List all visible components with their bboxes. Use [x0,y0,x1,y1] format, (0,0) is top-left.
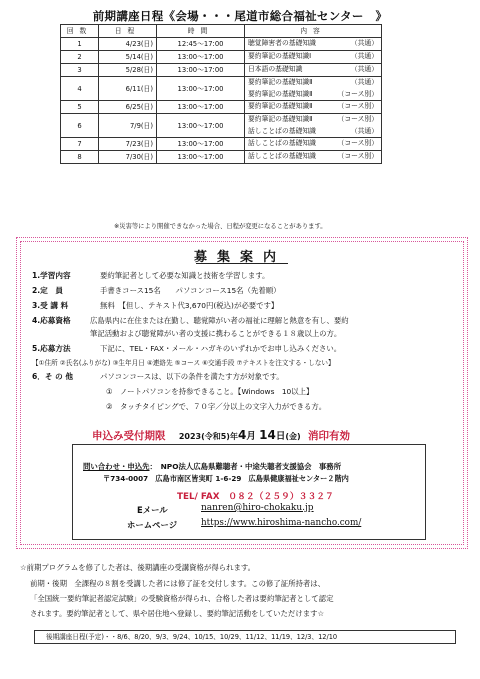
cell-time: 13:00～17:00 [157,151,245,164]
table-row [61,101,382,114]
cell-number: 1 [61,38,99,51]
program-line-1: ☆前期プログラムを修了した者は、後期講座の受講資格が得られます。 [20,563,256,572]
cell-number: 6 [61,114,99,138]
method-text-2: 【①住所 ②氏名(ふりがな) ③生年月日 ④連絡先 ⑤コース ⑥交通手段 ⑦テキストを注文する・しない】 [32,359,335,367]
cell-content [245,77,382,101]
fee-text: 無料 【但し、テキスト代3,670円(税込)が必要です】 [100,301,279,310]
future-schedule: 後期講座日程(予定)・・8/6、8/20、9/3、9/24、10/15、10/29、11/12、11/19、12/3、12/10 [34,630,456,644]
cell-number: 3 [61,64,99,77]
cell-date: 6/25(日) [99,101,157,114]
email-link[interactable]: nanren@hiro-chokaku.jp [201,503,314,513]
col-header: 回数 [61,25,99,38]
content-text: 要約筆記の基礎知識Ⅱ [248,78,313,86]
qualify-text-1: 広島県内に在住または在勤し、聴覚障がい者の福祉に理解と熱意を有し、要約 [90,316,349,325]
other-label: 6．そ の 他 [32,372,73,381]
contact-telfax: TEL/ FAX ０８２（２５９）３３２７ [177,492,334,502]
table-row [61,77,382,101]
content-text: 聴覚障害者の基礎知識 [248,39,316,48]
deadline-day: 14 [259,428,276,442]
qualify-text-2: 筆記活動および聴覚障がい者の支援に携わることができる１８歳以上の方。 [90,329,342,338]
content-line [248,151,378,163]
content-line [248,126,378,138]
content-text: 要約筆記の基礎知識Ⅱ [248,89,313,98]
content-tag: （共通） [350,65,378,74]
content-tag: （コース別） [337,89,378,98]
program-line-2: 前期・後期 全課程の８割を受講した者には修了証を交付します。この修了証所持者は、 [30,579,326,588]
cell-time: 13:00～17:00 [157,64,245,77]
table-row [61,38,382,51]
program-line-3: 「全国統一要約筆記者認定試験」の受験資格が得られ、合格した者は要約筆記者として認定 [30,594,334,603]
contact-address: 〒734-0007 広島市南区皆実町 1-6-29 広島県健康福祉センター２階内 [103,474,349,483]
schedule-table [60,24,382,164]
cell-number: 4 [61,77,99,101]
heading-underline [196,263,288,264]
deadline-month: 4 [237,428,247,442]
fee-label: 3.受 講 料 [32,301,69,310]
table-row [61,64,382,77]
cell-time: 13:00～17:00 [157,51,245,64]
cell-content [245,38,382,51]
cell-content [245,101,382,114]
deadline-label: 申込み受付期限 [92,430,166,442]
cell-date: 7/30(日) [99,151,157,164]
content-text: 話しことばの基礎知識 [248,126,316,135]
content-line [248,101,378,113]
deadline-month-unit: 月 [246,431,256,442]
cell-date: 5/28(日) [99,64,157,77]
cell-time: 13:00～17:00 [157,138,245,151]
table-header-row [61,25,382,38]
cell-date: 7/23(日) [99,138,157,151]
email-label: Eメール [137,505,168,515]
content-line [248,89,378,101]
table-row [61,51,382,64]
content-line [248,38,378,50]
cell-date: 4/23(日) [99,38,157,51]
web-link[interactable]: https://www.hiroshima-nancho.com/ [201,518,362,528]
content-line [248,114,378,126]
method-label: 5.応募方法 [32,344,71,353]
method-text-1: 下記に、TEL・FAX・メール・ハガキのいずれかでお申し込みください。 [100,344,342,353]
table-row [61,151,382,164]
capacity-label: 2.定 員 [32,286,63,295]
qualify-label: 4.応募資格 [32,316,71,325]
table-row [61,114,382,138]
deadline [92,428,350,443]
content-tag: （コース別） [337,139,378,148]
other-text-3: ② タッチタイピングで、７０字／分以上の文字入力ができる方。 [106,402,327,411]
cell-number: 8 [61,151,99,164]
col-header: 内容 [245,25,382,38]
content-text: 話しことばの基礎知識 [248,152,316,161]
cell-date: 7/9(日) [99,114,157,138]
program-line-4: されます。要約筆記者として、県や居住地へ登録し、要約筆記活動をしていただけます☆ [30,609,325,618]
other-text-1: パソコンコースは、以下の条件を満たす方が対象です。 [100,372,284,381]
cell-number: 7 [61,138,99,151]
col-header: 日程 [99,25,157,38]
cell-number: 2 [61,51,99,64]
content-tag: （共通） [350,126,378,135]
disaster-note: ※災害等により開催できなかった場合、日程が変更になることがあります。 [114,223,327,230]
other-text-2: ① ノートパソコンを持参できること。【Windows 10以上】 [106,387,314,396]
capacity-text: 手書きコース15名 パソコンコース15名（先着順） [100,286,281,295]
content-text: 日本語の基礎知識 [248,65,303,74]
cell-content [245,151,382,164]
purpose-text: 要約筆記者として必要な知識と技術を学習します。 [100,271,270,280]
content-text: 要約筆記の基礎知識Ⅰ [248,52,312,61]
cell-content [245,64,382,77]
content-line [248,51,378,63]
contact-label: 問い合わせ・申込先 [83,462,150,471]
content-line [248,138,378,150]
cell-content [245,138,382,151]
deadline-weekday: (金) [285,432,301,441]
content-tag: （コース別） [337,152,378,161]
cell-time: 13:00～17:00 [157,77,245,101]
deadline-suffix: 消印有効 [308,430,350,442]
content-tag: （コース別） [337,115,378,123]
web-label: ホームページ [127,520,178,530]
contact-org: ： NPO法人広島県難聴者・中途失聴者支援協会 事務所 [149,462,342,471]
content-text: 話しことばの基礎知識 [248,139,316,148]
cell-time: 13:00～17:00 [157,101,245,114]
content-line [248,64,378,76]
table-row [61,138,382,151]
cell-date: 6/11(日) [99,77,157,101]
content-line [248,77,378,89]
contact-box [72,444,426,540]
cell-date: 5/14(日) [99,51,157,64]
cell-content [245,114,382,138]
deadline-year: 2023(令和5)年 [178,432,238,441]
cell-time: 13:00～17:00 [157,114,245,138]
deadline-day-unit: 日 [275,431,286,442]
recruit-heading: 募集案内 [193,250,286,265]
content-tag: （共通） [350,78,378,86]
cell-number: 5 [61,101,99,114]
content-text: 要約筆記の基礎知識Ⅱ [248,115,313,123]
purpose-label: 1.学習内容 [32,271,71,280]
col-header: 時間 [157,25,245,38]
content-text: 要約筆記の基礎知識Ⅱ [248,102,313,111]
cell-time: 12:45～17:00 [157,38,245,51]
page-title: 前期講座日程《会場・・・尾道市総合福祉センター 》 [92,9,388,23]
cell-content [245,51,382,64]
content-tag: （コース別） [337,102,378,111]
content-tag: （共通） [350,39,378,48]
contact-org-row [83,461,341,472]
content-tag: （共通） [350,52,378,61]
